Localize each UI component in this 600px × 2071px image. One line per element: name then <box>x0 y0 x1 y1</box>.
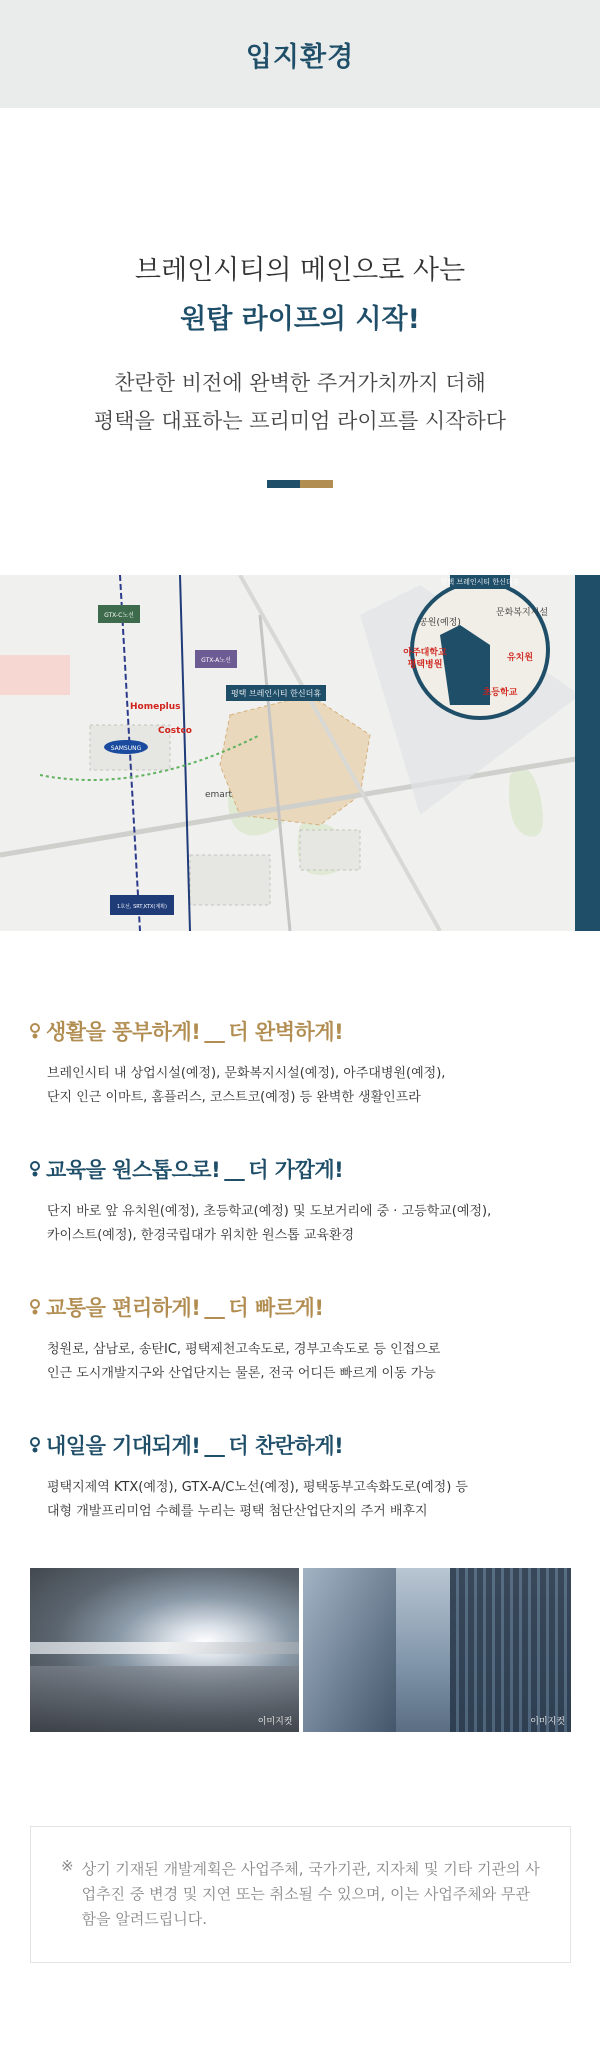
feature-description: 청원로, 삼남로, 송탄IC, 평택제천고속도로, 경부고속도로 등 인접으로 인근 도시개발지구와 산업단지는 물론, 전국 어디든 빠르게 이동 가능 <box>47 1342 441 1381</box>
feature-description: 단지 바로 앞 유치원(예정), 초등학교(예정) 및 도보거리에 중 · 고등학교(예정), 카이스트(예정), 한경국립대가 위치한 원스톱 교육환경 <box>47 1204 492 1243</box>
pin-icon <box>30 1161 40 1177</box>
feature-suffix: 더 가깝게! <box>248 1158 344 1182</box>
building-image <box>303 1568 572 1732</box>
inset-kinder: 유치원 <box>506 653 534 663</box>
feature-item-future: 내일을 기대되게! __ 더 찬란하게! 평택지제역 KTX(예정), GTX-A/C노선(예정), 평택동부고속화도로(예정) 등 대형 개발프리미엄 수혜를 누리는 평택 첨단산업단지의 주거 배후지 <box>30 1430 600 1524</box>
pin-icon <box>30 1023 40 1039</box>
intro-line1: 브레인시티의 메인으로 사는 <box>134 255 466 286</box>
feature-suffix: 더 완벽하게! <box>228 1020 344 1044</box>
homeplus-label: Homeplus <box>130 702 181 712</box>
costco-label: Costco <box>158 726 192 736</box>
gtx-a-label: GTX-A노선 <box>201 657 231 664</box>
intro-description <box>0 364 600 440</box>
train-image <box>30 1568 299 1732</box>
location-map <box>0 575 600 931</box>
map-right-bar <box>575 575 600 931</box>
divider-gold <box>300 480 333 488</box>
gtx-c-label: GTX-C노선 <box>104 612 134 619</box>
feature-description: 브레인시티 내 상업시설(예정), 문화복지시설(예정), 아주대병원(예정), 단지 인근 이마트, 홈플러스, 코스트코(예정) 등 완벽한 생활인프라 <box>47 1066 446 1105</box>
feature-title: 교육을 원스톱으로! <box>46 1158 221 1182</box>
map-svg <box>0 575 600 931</box>
inset-school: 초등학교 <box>482 688 518 698</box>
feature-title: 생활을 풍부하게! <box>46 1020 201 1044</box>
emart-label: emart <box>205 790 233 800</box>
note-mark: ※ <box>61 1857 74 1875</box>
divider <box>0 480 600 488</box>
section-header <box>0 0 600 108</box>
feature-item-living: 생활을 풍부하게! __ 더 완벽하게! 브레인시티 내 상업시설(예정), 문화복지시설(예정), 아주대병원(예정), 단지 인근 이마트, 홈플러스, 코스트코(예정) 등 완벽한 생활인프라 <box>30 1016 600 1110</box>
srt-label: 1호선, SRT,KTX(계획) <box>117 904 167 910</box>
inset-park: 공원(예정) <box>419 618 461 628</box>
feature-item-education: 교육을 원스톱으로! __ 더 가깝게! 단지 바로 앞 유치원(예정), 초등학교(예정) 및 도보거리에 중 · 고등학교(예정), 카이스트(예정), 한경국립대가 위치한 원스톱 교육환경 <box>30 1154 600 1248</box>
pin-icon <box>30 1437 40 1453</box>
feature-title: 교통을 편리하게! <box>46 1296 201 1320</box>
inset-badge-label: 평택 브레인시티 한신더휴 <box>440 578 520 586</box>
disclaimer-box <box>30 1826 571 1963</box>
intro-desc-line2: 평택을 대표하는 프리미엄 라이프를 시작하다 <box>93 409 507 433</box>
feature-list <box>0 931 600 1524</box>
industrial-zone <box>190 855 270 905</box>
feature-description: 평택지제역 KTX(예정), GTX-A/C노선(예정), 평택동부고속화도로(예정) 등 대형 개발프리미엄 수혜를 누리는 평택 첨단산업단지의 주거 배후지 <box>47 1480 468 1519</box>
image-caption: 이미지컷 <box>257 1717 293 1727</box>
divider-navy <box>267 480 300 488</box>
feature-title: 내일을 기대되게! <box>46 1434 201 1458</box>
feature-suffix: 더 빠르게! <box>228 1296 324 1320</box>
red-zone <box>0 655 70 695</box>
inset-culture: 문화복지시설 <box>495 608 549 618</box>
intro <box>0 108 600 488</box>
inset-ajou: 아주대학교 <box>403 648 447 658</box>
industrial-zone <box>300 830 360 870</box>
intro-desc-line1: 찬란한 비전에 완벽한 주거가치까지 더해 <box>114 371 486 395</box>
disclaimer-text: 상기 기재된 개발계획은 사업주체, 국가기관, 지자체 및 기타 기관의 사업추진 중 변경 및 지연 또는 취소될 수 있으며, 이는 사업주체와 무관함을 알려드립니다. <box>81 1860 540 1928</box>
feature-suffix: 더 찬란하게! <box>228 1434 344 1458</box>
pin-icon <box>30 1299 40 1315</box>
feature-item-transport: 교통을 편리하게! __ 더 빠르게! 청원로, 삼남로, 송탄IC, 평택제천고속도로, 경부고속도로 등 인접으로 인근 도시개발지구와 산업단지는 물론, 전국 어디든 빠르게 이동 가능 <box>30 1292 600 1386</box>
site-badge-label: 평택 브레인시티 한신더휴 <box>230 689 322 698</box>
samsung-label: SAMSUNG <box>110 745 142 752</box>
image-caption: 이미지컷 <box>530 1717 565 1727</box>
section-title: 입지환경 <box>245 41 355 73</box>
image-strip <box>30 1568 571 1732</box>
intro-headline: 원탑 라이프의 시작! <box>180 304 420 335</box>
inset-ajou2: 평택병원 <box>407 660 443 670</box>
